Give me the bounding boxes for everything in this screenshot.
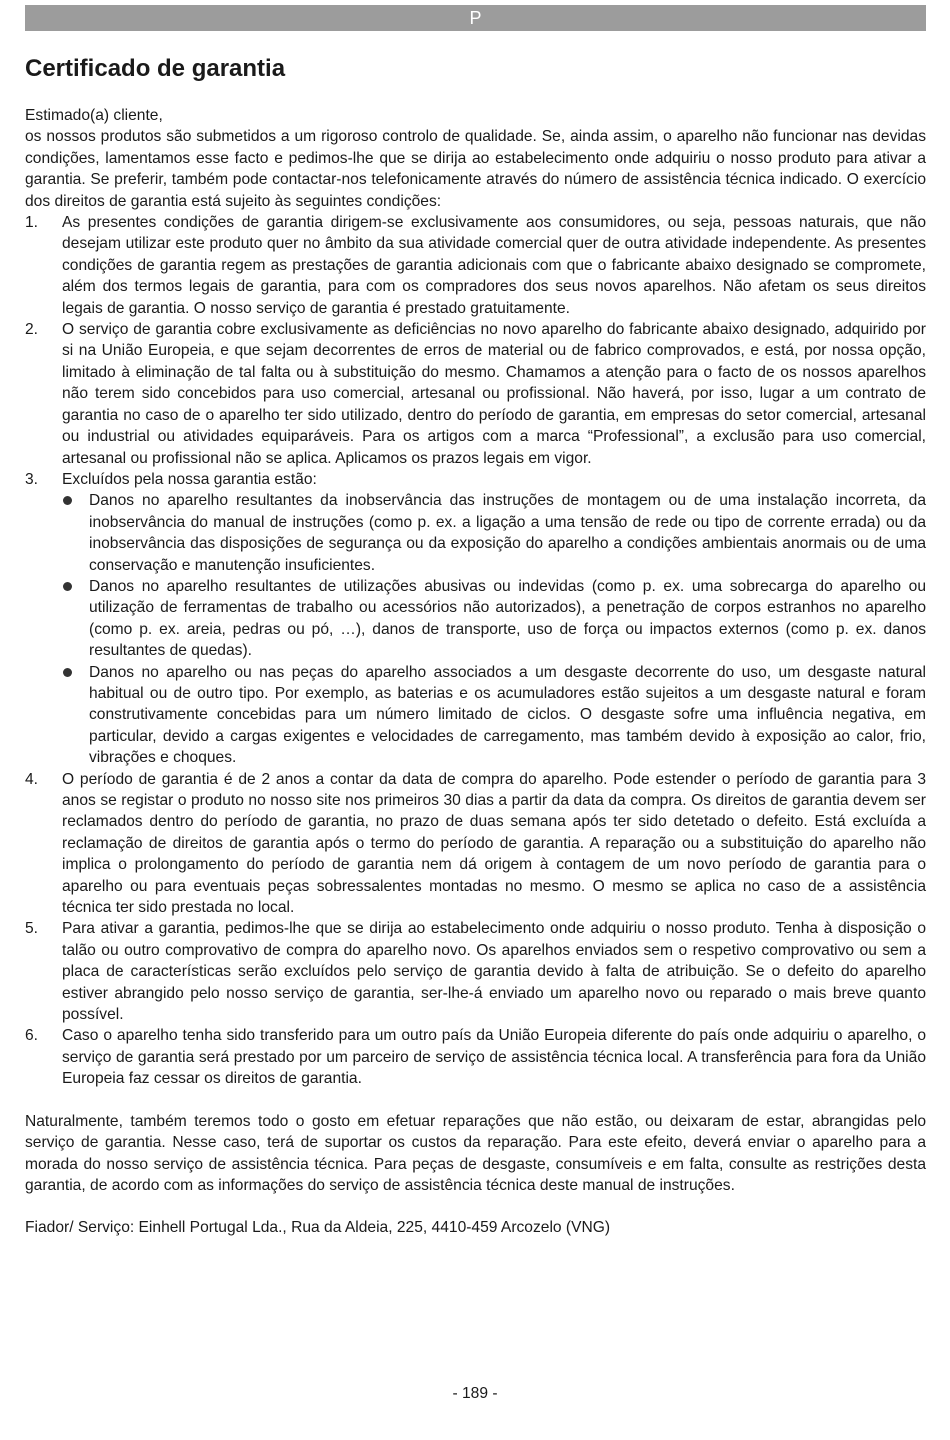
condition-number: 5. xyxy=(25,920,39,938)
exclusion-text: Danos no aparelho resultantes da inobservância das instruções de montagem ou de uma instalação incorreta, da inobservância do manual de instruções (como p. ex. a ligação a uma tensão de rede ou tipo de corrente errada) ou da inobservância das disposições de segurança ou da exposição do aparelho a condições ambientais anormais ou de uma conservação e manutenção insuficientes. xyxy=(89,492,926,574)
condition-text: Para ativar a garantia, pedimos-lhe que se dirija ao estabelecimento onde adquiriu o nosso produto. Tenha à disposição o talão ou outro comprovativo de compra do aparelho novo. Os aparelhos enviados sem o respetivo comprovativo ou sem a placa de características serão excluídos pelo serviço de garantia devido à falta de atribuição. Se o defeito do aparelho estiver abrangido pelo nosso serviço de garantia, ser-lhe-á enviado um aparelho novo ou reparado o mais breve quanto possível. xyxy=(62,920,926,1024)
condition-number: 6. xyxy=(25,1027,39,1045)
spacer xyxy=(25,1090,926,1111)
condition-item xyxy=(25,469,926,769)
exclusion-item xyxy=(62,490,926,576)
condition-number: 3. xyxy=(25,470,39,488)
condition-item xyxy=(25,769,926,919)
exclusion-item xyxy=(62,662,926,769)
guarantor-line: Fiador/ Serviço: Einhell Portugal Lda., Rua da Aldeia, 225, 4410-459 Arcozelo (VNG) xyxy=(25,1219,611,1237)
language-tab-bar xyxy=(25,5,926,31)
condition-number: 2. xyxy=(25,321,39,339)
condition-text: As presentes condições de garantia dirigem-se exclusivamente aos consumidores, ou seja, pessoas naturais, que não desejam utilizar este produto quer no âmbito da sua atividade comercial quer de outra atividade independente. As presentes condições de garantia regem as prestações de garantia adicionais com que o fabricante abaixo designado se compromete, além dos termos legais de garantia, para com os compradores dos seus novos aparelhos. Não afetam os seus direitos legais de garantia. O nosso serviço de garantia é prestado gratuitamente. xyxy=(62,214,926,317)
spacer xyxy=(25,1196,926,1217)
condition-text: Excluídos pela nossa garantia estão: xyxy=(62,470,317,488)
condition-item xyxy=(25,1025,926,1089)
condition-text: O período de garantia é de 2 anos a contar da data de compra do aparelho. Pode estender o período de garantia para 3 anos se registar o produto no nosso site nos primeiros 30 dias a partir da data da compra. Os direitos de garantia devem ser reclamados dentro do período de garantia, no prazo de duas semana após ter sido detetado o defeito. Está excluída a reclamação de direitos de garantia após o termo do período de garantia. A reparação ou a substituição do aparelho não implica o prolongamento do período de garantia nem dá origem à contagem de um novo período de garantia para o aparelho ou para eventuais peças sobressalentes montadas no mesmo. O mesmo se aplica no caso de a assistência técnica ter sido prestada no local. xyxy=(62,770,926,917)
exclusion-text: Danos no aparelho ou nas peças do aparelho associados a um desgaste decorrente do uso, um desgaste natural habitual ou de outro tipo. Por exemplo, as baterias e os acumuladores estão sujeitos a um desgaste natural e foram construtivamente concebidas para um número limitado de ciclos. O desgaste sofre uma influência negativa, em particular, devido a cargas exigentes e velocidades de carregamento, mas também devido à exposição ao calor, frio, vibrações e choques. xyxy=(89,663,926,767)
exclusion-text: Danos no aparelho resultantes de utilizações abusivas ou indevidas (como p. ex. uma sobrecarga do aparelho ou utilização de ferramentas de trabalho ou acessórios não autorizados), a penetração de corpos estranhos no aparelho (como p. ex. areia, pedras ou pó, …), danos de transporte, uso de força ou impactos externos (como p. ex. danos resultantes de quedas). xyxy=(89,577,926,660)
condition-item xyxy=(25,319,926,469)
page-number: - 189 - xyxy=(452,1385,498,1402)
condition-item xyxy=(25,918,926,1025)
closing-paragraph: Naturalmente, também teremos todo o gosto em efetuar reparações que não estão, ou deixaram de estar, abrangidas pelo serviço de garantia. Nesse caso, terá de suportar os custos da reparação. Para este efeito, deverá enviar o aparelho para a morada do nosso serviço de assistência técnica. Para peças de desgaste, consumíveis e em falta, consulte as restrições desta garantia, de acordo com as informações do serviço de assistência técnica deste manual de instruções. xyxy=(25,1112,926,1194)
exclusion-item xyxy=(62,576,926,662)
bullet-icon xyxy=(63,668,72,677)
condition-item xyxy=(25,212,926,319)
language-code: P xyxy=(469,8,482,28)
bullet-icon xyxy=(63,496,72,505)
condition-number: 1. xyxy=(25,214,39,232)
bullet-icon xyxy=(63,582,72,591)
exclusions-list xyxy=(62,490,926,768)
condition-text: O serviço de garantia cobre exclusivamente as deficiências no novo aparelho do fabricante abaixo designado, adquirido por si na União Europeia, e que sejam decorrentes de erros de material ou de fabrico comprovados, e está, por nossa opção, limitado à eliminação de tal falta ou à substituição do mesmo. Chamamos a atenção para o facto de os nossos aparelhos não terem sido concebidos para uso comercial, artesanal ou profissional. Não haverá, por isso, lugar a um contrato de garantia no caso de o aparelho ter sido utilizado, dentro do período de garantia, em empresas do setor comercial, artesanal ou industrial ou atividades equiparáveis. Para os artigos com a marca “Professional”, a exclusão para uso comercial, artesanal ou profissional não se aplica. Aplicamos os prazos legais em vigor. xyxy=(62,321,926,467)
page-title: Certificado de garantia xyxy=(25,55,286,82)
condition-text: Caso o aparelho tenha sido transferido para um outro país da União Europeia diferente do país onde adquiriu o aparelho, o serviço de garantia será prestado por um parceiro de serviço de assistência técnica local. A transferência para fora da União Europeia faz cessar os direitos de garantia. xyxy=(62,1027,926,1088)
conditions-list xyxy=(25,212,926,1090)
document-body xyxy=(25,105,926,1239)
salutation: Estimado(a) cliente, xyxy=(25,107,163,124)
intro-paragraph: os nossos produtos são submetidos a um rigoroso controlo de qualidade. Se, ainda assim, o aparelho não funcionar nas devidas condições, lamentamos esse facto e pedimos-lhe que se dirija ao estabelecimento onde adquiriu o nosso produto para ativar a garantia. Se preferir, também pode contactar-nos telefonicamente através do número de assistência técnica indicado. O exercício dos direitos de garantia está sujeito às seguintes condições: xyxy=(25,128,926,210)
condition-number: 4. xyxy=(25,770,39,788)
